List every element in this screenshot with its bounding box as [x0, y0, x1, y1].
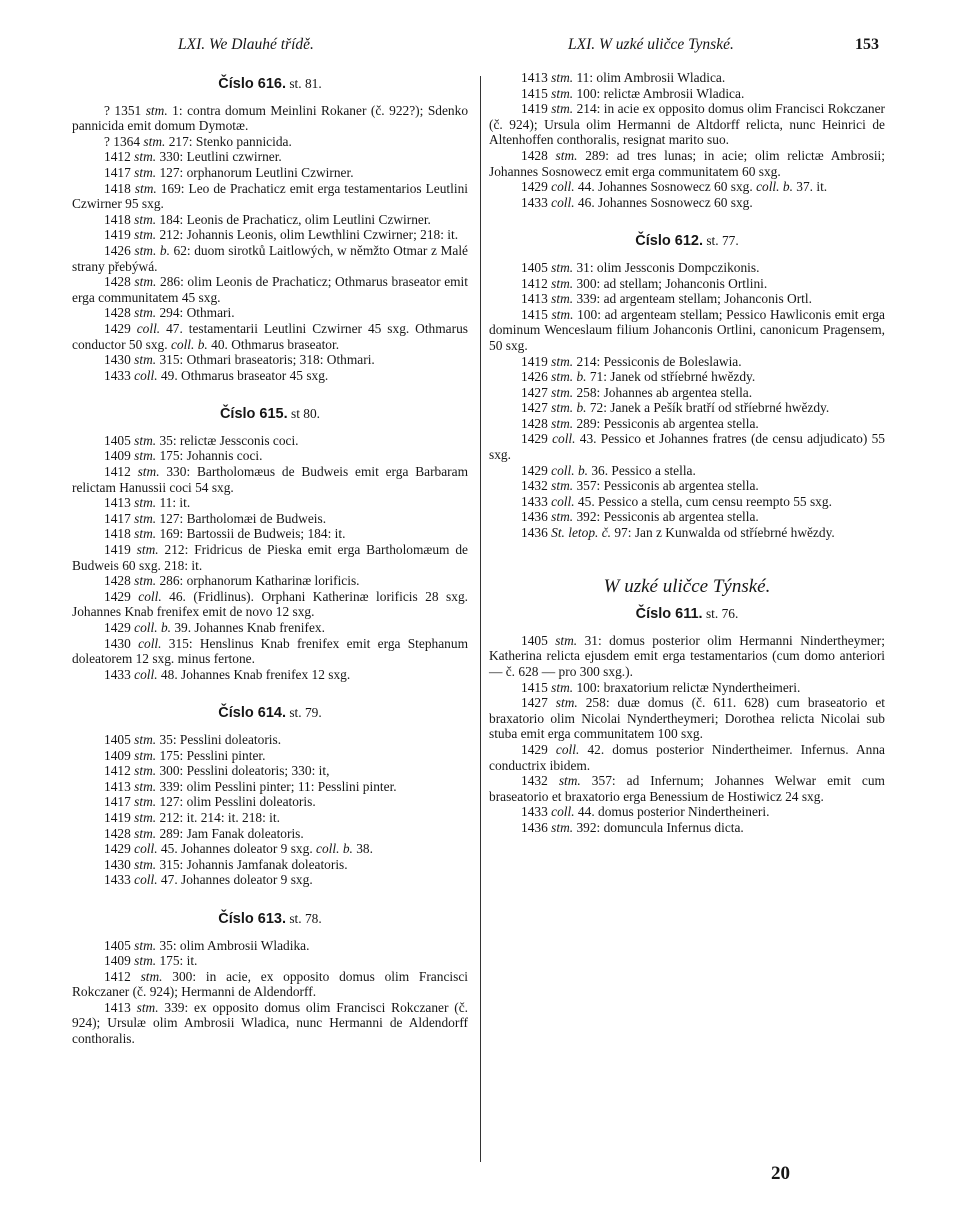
register-entry: 1419 stm. 212: Fridricus de Pieska emit erga Bartholomæum de Budweis 60 sxg. 218: it.: [72, 542, 468, 573]
section-subtitle: st. 78.: [289, 910, 322, 926]
register-entry: 1428 stm. 294: Othmari.: [104, 305, 235, 321]
entries-613: [72, 938, 468, 1047]
column-divider: [480, 76, 481, 1162]
section-subtitle: st. 79.: [289, 705, 322, 721]
register-entry: 1432 stm. 357: ad Infernum; Johannes Welwar emit cum braseatorio et braxatorio erga Benessium de Hostiwicz 24 sxg.: [489, 773, 885, 804]
register-entry: 1415 stm. 100: relictæ Ambrosii Wladica.: [521, 85, 745, 101]
register-entry: 1419 stm. 212: it. 214: it. 218: it.: [104, 809, 280, 825]
entries-612: [489, 260, 885, 541]
register-entry: 1426 stm. b. 62: duom sirotků Laitlowých, w němžto Otmar z Malé strany přebýwá.: [72, 242, 468, 274]
register-entry: 1409 stm. 175: it.: [104, 953, 198, 969]
section-heading-615: [72, 406, 468, 423]
register-entry: 1417 stm. 127: Bartholomæi de Budweis.: [104, 510, 327, 526]
register-entry: 1429 coll. 42. domus posterior Nindertheimer. Infernus. Anna conductrix ibidem.: [489, 741, 885, 773]
register-entry: 1429 coll. 43. Pessico et Johannes fratres (de censu adjudicato) 55 sxg.: [489, 431, 885, 463]
running-header-left: LXI. We Dlauhé třídě.: [178, 36, 314, 53]
register-entry: 1427 stm. 258: Johannes ab argentea stella.: [521, 384, 753, 400]
register-entry: 1415 stm. 100: ad argenteam stellam; Pessico Hawliconis emit erga dominum Wenceslaum filium Johanconis Ortlini, canonicum Pragensem, 50 sxg.: [489, 306, 885, 353]
register-entry: 1429 coll. 45. Johannes doleator 9 sxg. coll. b. 38.: [104, 841, 373, 857]
section-title: Číslo 613.: [218, 910, 286, 927]
register-entry: 1413 stm. 339: ex opposito domus olim Francisci Rokczaner (č. 924); Ursulæ olim Ambrosii Wladica, nunc Hermanni de Aldendorff conthoralis.: [72, 999, 468, 1047]
register-entry: 1412 stm. 330: Bartholomæus de Budweis emit erga Barbaram relictam Hanussii coci 54 sxg.: [72, 464, 468, 495]
register-entry: 1428 stm. 286: orphanorum Katharinæ lorificis.: [104, 573, 360, 589]
section-title: Číslo 612.: [635, 233, 703, 250]
register-entry: 1429 coll. 46. (Fridlinus). Orphani Katherinæ lorificis 28 sxg. Johannes Knab frenifex emit de novo 12 sxg.: [72, 588, 468, 620]
register-entry: 1433 coll. 46. Johannes Sosnowecz 60 sxg.: [521, 194, 753, 210]
register-entry: 1412 stm. 300: ad stellam; Johanconis Ortlini.: [521, 275, 768, 291]
register-entry: 1405 stm. 31: domus posterior olim Hermanni Nindertheymer; Katherina relicta ejusdem emit erga testamentarios (cum domo anteriori — č. 628 — pro 300 sxg.).: [489, 632, 885, 679]
section-heading-613: [72, 911, 468, 928]
register-entry: 1429 coll. b. 39. Johannes Knab frenifex.: [104, 620, 325, 635]
register-entry: 1436 stm. 392: domuncula Infernus dicta.: [521, 819, 744, 835]
register-entry: 1426 stm. b. 71: Janek od stříebrné hwězdy.: [521, 369, 756, 385]
section-heading-612: [489, 233, 885, 250]
register-entry: ? 1351 stm. 1: contra domum Meinlini Rokaner (č. 922?); Sdenko pannicida emit domum Dymotæ.: [72, 102, 469, 134]
register-entry: 1433 coll. 44. domus posterior Nindertheineri.: [521, 804, 770, 820]
page-number: 153: [855, 36, 879, 53]
section-subtitle: st. 77.: [706, 233, 739, 249]
register-entry: 1413 stm. 339: ad argenteam stellam; Johanconis Ortl.: [521, 291, 812, 307]
register-entry: 1413 stm. 339: olim Pesslini pinter; 11: Pesslini pinter.: [104, 778, 397, 794]
section-title: Číslo 614.: [218, 705, 286, 722]
signature-mark: 20: [771, 1163, 790, 1184]
section-subtitle: st. 81.: [289, 76, 322, 91]
street-heading: W uzké uličce Týnské.: [603, 575, 771, 597]
register-entry: 1428 stm. 289: Pessiconis ab argentea stella.: [521, 415, 759, 431]
section-heading-616: [72, 76, 468, 93]
register-entry: 1428 stm. 286: olim Leonis de Prachaticz; Othmarus braseator emit erga communitatem 45 sxg.: [72, 274, 468, 305]
entries-613-continued: [489, 70, 885, 210]
register-entry: 1427 stm. b. 72: Janek a Pešík bratří od stříebrné hwězdy.: [521, 400, 830, 416]
register-entry: 1412 stm. 300: in acie, ex opposito domus olim Francisci Rokczaner (č. 924); Hermanni de Aldendorff.: [72, 968, 468, 1000]
register-entry: 1418 stm. 169: Bartossii de Budweis; 184: it.: [104, 526, 346, 542]
register-entry: 1436 stm. 392: Pessiconis ab argentea stella.: [521, 509, 759, 525]
register-entry: 1430 coll. 315: Henslinus Knab frenifex emit erga Stephanum doleatorem 12 sxg. minus fertone.: [72, 635, 468, 667]
register-entry: 1429 coll. 47. testamentarii Leutlini Czwirner 45 sxg. Othmarus conductor 50 sxg. coll. b. 40. Othmarus braseator.: [72, 320, 468, 352]
section-heading-611: [489, 606, 885, 623]
section-title: Číslo 611.: [635, 606, 703, 623]
register-entry: 1413 stm. 11: olim Ambrosii Wladica.: [521, 70, 726, 85]
register-entry: 1432 stm. 357: Pessiconis ab argentea stella.: [521, 478, 759, 494]
register-entry: 1405 stm. 35: olim Ambrosii Wladika.: [104, 937, 310, 953]
section-title: Číslo 616.: [218, 76, 286, 92]
register-entry: 1430 stm. 315: Othmari braseatoris; 318: Othmari.: [104, 352, 375, 368]
register-entry: 1427 stm. 258: duæ domus (č. 611. 628) cum braseatorio et braxatorio olim Nicolai Nyndertheymeri; Dorothea relicta Nicolai sub stuba emit erga communitatem 100 sxg.: [489, 695, 885, 742]
register-entry: 1405 stm. 31: olim Jessconis Dompczikonis.: [521, 259, 760, 275]
entries-611: [489, 633, 885, 836]
register-entry: 1418 stm. 169: Leo de Prachaticz emit erga testamentarios Leutlini Czwirner 95 sxg.: [72, 180, 468, 212]
register-entry: 1433 coll. 47. Johannes doleator 9 sxg.: [104, 872, 313, 888]
register-entry: 1413 stm. 11: it.: [104, 495, 191, 511]
register-entry: 1405 stm. 35: relictæ Jessconis coci.: [104, 432, 299, 448]
entries-614: [72, 732, 468, 888]
register-entry: 1415 stm. 100: braxatorium relictæ Nyndertheimeri.: [521, 679, 801, 695]
entries-616: [72, 103, 468, 384]
register-entry: 1409 stm. 175: Johannis coci.: [104, 448, 263, 464]
register-entry: 1409 stm. 175: Pesslini pinter.: [104, 747, 266, 763]
register-entry: 1429 coll. b. 36. Pessico a stella.: [521, 462, 696, 478]
register-entry: 1428 stm. 289: Jam Fanak doleatoris.: [104, 825, 304, 841]
section-subtitle: st. 76.: [705, 606, 739, 622]
section-heading-614: [72, 705, 468, 722]
register-entry: 1430 stm. 315: Johannis Jamfanak doleatoris.: [104, 856, 348, 872]
register-entry: 1419 stm. 214: Pessiconis de Boleslawia.: [521, 353, 742, 369]
section-title: Číslo 615.: [219, 406, 288, 423]
register-entry: ? 1364 stm. 217: Stenko pannicida.: [104, 133, 292, 149]
register-entry: 1417 stm. 127: olim Pesslini doleatoris.: [104, 794, 316, 810]
register-entry: 1412 stm. 330: Leutlini czwirner.: [104, 149, 282, 165]
register-entry: 1429 coll. 44. Johannes Sosnowecz 60 sxg. coll. b. 37. it.: [521, 179, 828, 195]
running-header-right: LXI. W uzké uličce Tynské.: [568, 36, 734, 53]
register-entry: 1418 stm. 184: Leonis de Prachaticz, olim Leutlini Czwirner.: [104, 211, 431, 227]
register-entry: 1433 coll. 48. Johannes Knab frenifex 12 sxg.: [104, 666, 351, 682]
register-entry: 1428 stm. 289: ad tres lunas; in acie; olim relictæ Ambrosii; Johannes Sosnowecz emit erga communitatem 60 sxg.: [489, 147, 885, 179]
section-subtitle: st 80.: [291, 406, 321, 422]
register-entry: 1405 stm. 35: Pesslini doleatoris.: [104, 731, 282, 747]
register-entry: 1419 stm. 212: Johannis Leonis, olim Lewthlini Czwirner; 218: it.: [104, 227, 459, 243]
register-entry: 1417 stm. 127: orphanorum Leutlini Czwirner.: [104, 164, 354, 180]
register-entry: 1436 St. letop. č. 97: Jan z Kunwalda od stříebrné hwězdy.: [521, 525, 835, 541]
register-entry: 1419 stm. 214: in acie ex opposito domus olim Francisci Rokczaner (č. 924); Ursula olim Hermanni de Altdorff relicta, nunc Heinrici de Altenhoffen conthoralis, resignat marito suo.: [489, 101, 885, 148]
register-entry: 1433 coll. 45. Pessico a stella, cum censu reempto 55 sxg.: [521, 493, 832, 509]
left-column: [72, 70, 468, 1047]
right-column: [489, 70, 885, 836]
entries-615: [72, 433, 468, 683]
register-entry: 1433 coll. 49. Othmarus braseator 45 sxg.: [104, 367, 329, 383]
register-entry: 1412 stm. 300: Pesslini doleatoris; 330: it,: [104, 763, 330, 779]
